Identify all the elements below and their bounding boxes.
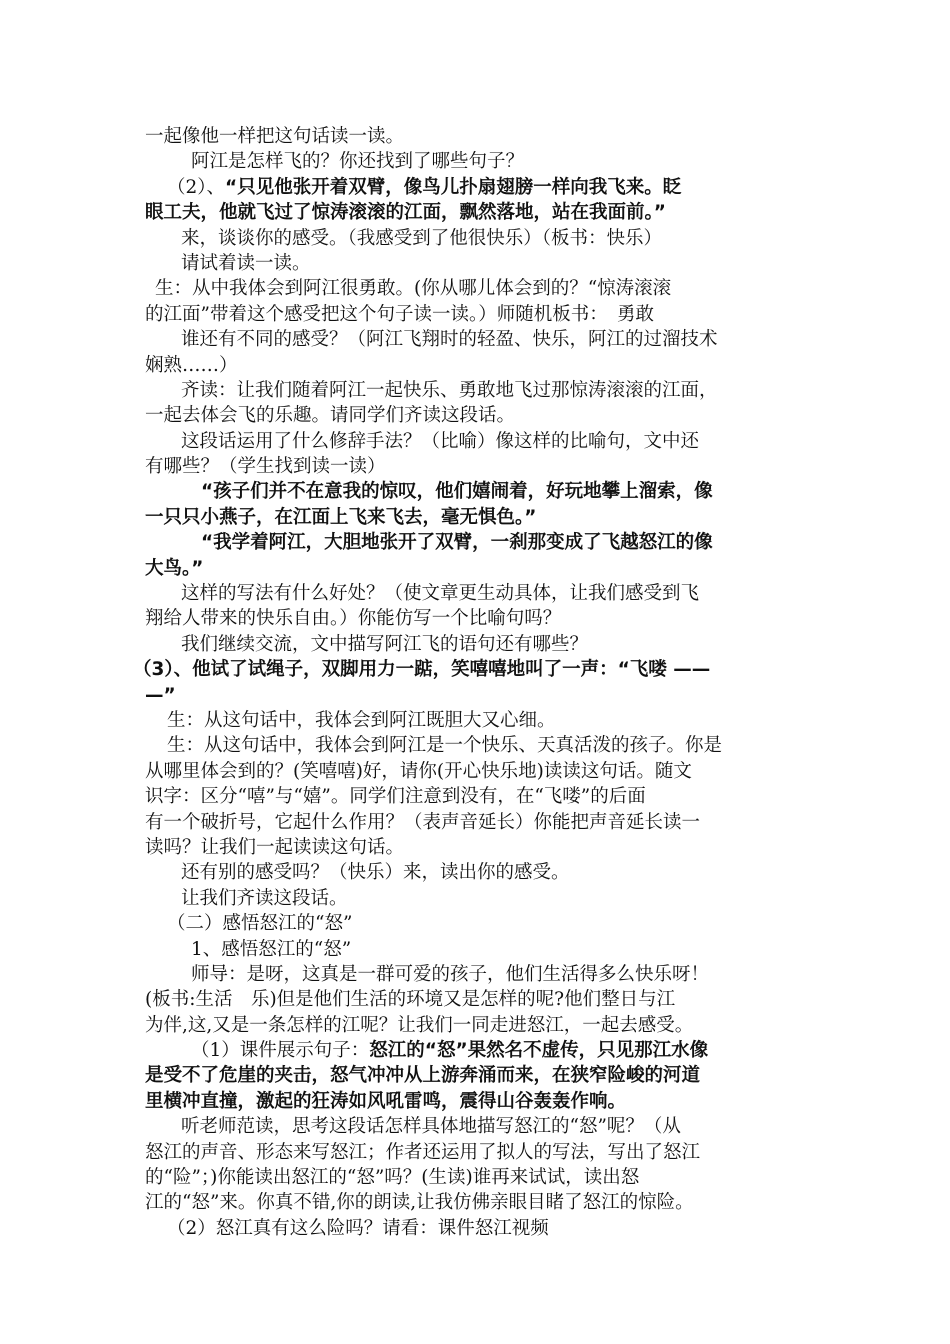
text-line: 一起去体会飞的乐趣。请同学们齐读这段话。	[145, 405, 516, 427]
text-line: 的“险”；)你能读出怒江的“怒”吗？(生读)谁再来试试，读出怒	[145, 1167, 640, 1189]
text-line: 江的“怒”来。你真不错,你的朗读,让我仿佛亲眼目睹了怒江的惊险。	[145, 1192, 694, 1214]
text-line: 齐读：让我们随着阿江一起快乐、勇敢地飞过那惊涛滚滚的江面，	[181, 379, 718, 401]
text-line: 识字：区分“嘻”与“嬉”。同学们注意到没有，在“飞喽”的后面	[145, 786, 646, 808]
text-line: 师导：是呀，这真是一群可爱的孩子，他们生活得多么快乐呀！	[191, 963, 710, 985]
quoted-sentence-line: 一只只小燕子，在江面上飞来飞去，毫无惧色。”	[145, 506, 537, 528]
text-line	[145, 1038, 813, 1063]
item-number: （2）、	[167, 176, 226, 198]
quoted-sentence: “只见他张开着双臂，像鸟儿扑扇翅膀一样向我飞来。眨	[225, 176, 682, 198]
text-line: 娴熟……）	[145, 354, 238, 376]
text-line: 一起像他一样把这句话读一读。	[145, 126, 405, 147]
text-line: 我们继续交流，文中描写阿江飞的语句还有哪些？	[181, 633, 589, 655]
text-line: 从哪里体会到的？(笑嘻嘻)好，请你(开心快乐地)读读这句话。随文	[145, 760, 692, 782]
text-line: 生：从中我体会到阿江很勇敢。(你从哪儿体会到的？“惊涛滚滚	[155, 278, 672, 300]
text-line: 怒江的声音、形态来写怒江；作者还运用了拟人的写法，写出了怒江	[145, 1141, 701, 1163]
text-line: （2）怒江真有这么险吗？请看：课件怒江视频	[167, 1217, 549, 1239]
text-line: 有一个破折号，它起什么作用？（表声音延长）你能把声音延长读一	[145, 811, 701, 833]
text-line: 谁还有不同的感受？（阿江飞翔时的轻盈、快乐，阿江的过溜技术	[181, 329, 718, 351]
quoted-sentence-line: （3）、他试了试绳子，双脚用力一踮，笑嘻嘻地叫了一声：“飞喽 ——	[133, 659, 711, 681]
text-line: 阿江是怎样飞的？你还找到了哪些句子？	[191, 151, 525, 173]
quoted-sentence-line: “孩子们并不在意我的惊叹，他们嬉闹着，好玩地攀上溜索，像	[201, 481, 713, 503]
text-line: 来，谈谈你的感受。（我感受到了他很快乐）（板书：快乐）	[181, 227, 663, 249]
quoted-sentence-line: “我学着阿江，大胆地张开了双臂，一刹那变成了飞越怒江的像	[201, 532, 713, 554]
lesson-plan-text	[133, 124, 813, 1241]
text-line: 这段话运用了什么修辞手法？（比喻）像这样的比喻句，文中还	[181, 430, 700, 452]
text-line: 的江面”带着这个感受把这个句子读一读。）师随机板书： 勇敢	[145, 303, 654, 325]
subsection-heading: 1、感悟怒江的“怒”	[191, 938, 352, 960]
section-heading: （二）感悟怒江的“怒”	[167, 913, 353, 935]
quoted-sentence-line: 眼工夫，他就飞过了惊涛滚滚的江面，飘然落地，站在我面前。”	[145, 202, 666, 224]
quoted-sentence-line: 大鸟。”	[145, 557, 204, 579]
item-number: （1）课件展示句子：	[191, 1040, 370, 1062]
text-line: (板书:生活 乐)但是他们生活的环境又是怎样的呢?他们整日与江	[145, 989, 676, 1011]
text-line: 为伴,这,又是一条怎样的江呢？让我们一同走进怒江，一起去感受。	[145, 1014, 694, 1036]
text-line: 读吗？让我们一起读读这句话。	[145, 836, 405, 858]
text-line: 听老师范读，思考这段话怎样具体地描写怒江的“怒”呢？（从	[181, 1116, 681, 1138]
text-line: 生：从这句话中，我体会到阿江既胆大又心细。	[167, 709, 556, 731]
quoted-sentence-line: 是受不了危崖的夹击，怒气冲冲从上游奔涌而来，在狭窄险峻的河道	[145, 1065, 701, 1087]
text-line: 有哪些？（学生找到读一读）	[145, 456, 386, 478]
text-line: 让我们齐读这段话。	[181, 887, 348, 909]
text-line: 请试着读一读。	[181, 252, 311, 274]
text-line: 这样的写法有什么好处？（使文章更生动具体，让我们感受到飞	[181, 583, 700, 605]
quoted-sentence-line: —”	[145, 684, 176, 706]
text-line: 生：从这句话中，我体会到阿江是一个快乐、天真活泼的孩子。你是	[167, 735, 723, 757]
text-line: 翔给人带来的快乐自由。）你能仿写一个比喻句吗？	[145, 608, 562, 630]
text-line	[145, 175, 813, 200]
quoted-sentence-line: 里横冲直撞，激起的狂涛如风吼雷鸣，震得山谷轰轰作响。	[145, 1090, 627, 1112]
quoted-sentence: 怒江的“怒”果然名不虚传，只见那江水像	[369, 1040, 709, 1062]
text-line: 还有别的感受吗？（快乐）来，读出你的感受。	[181, 862, 570, 884]
